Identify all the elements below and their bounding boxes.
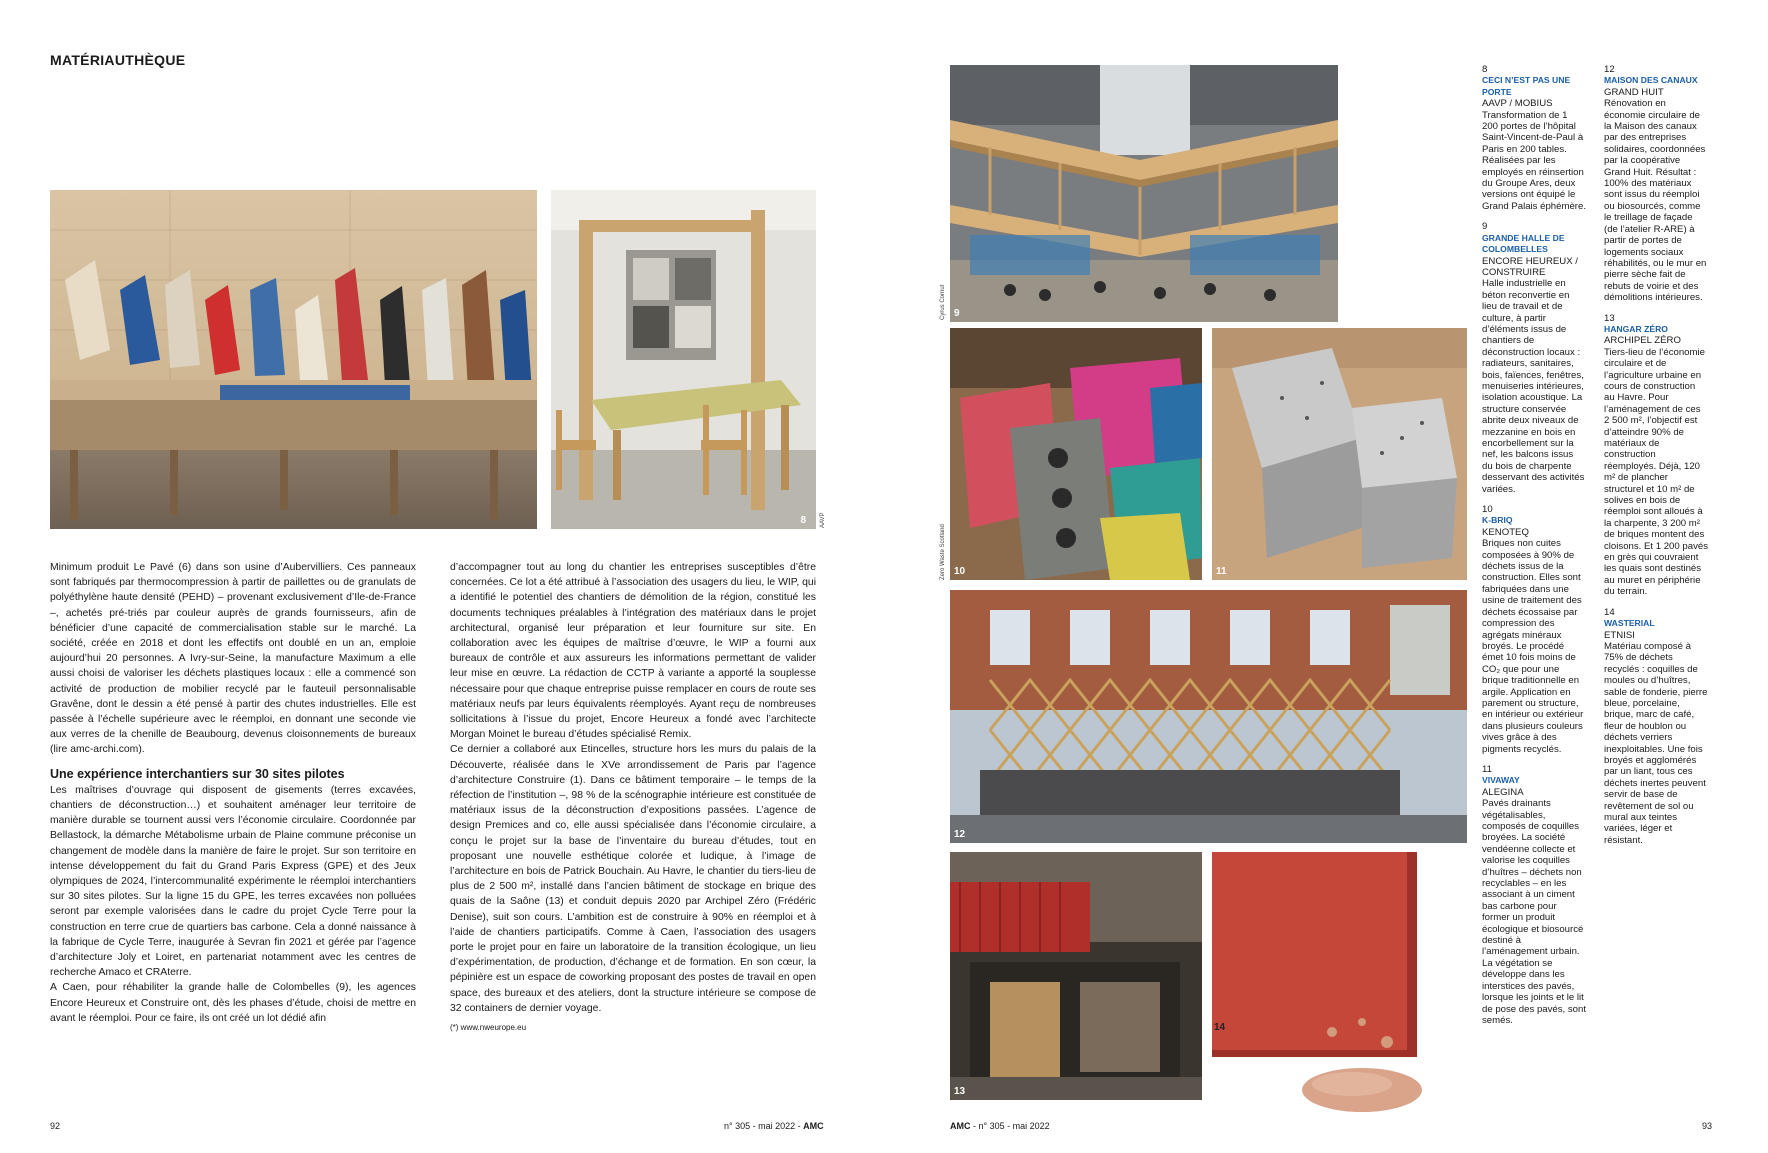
article-paragraph: d’accompagner tout au long du chantier les entreprises susceptibles d’être concernées. Ce lot a été attribué à l’association des usagers du lieu, le WIP, qui a identifié le potentiel des chantiers de démolition de la région, constitué les documents techniques préalables à l’intégration des matériaux dans le projet architectural, organisé leur préparation et leur fourniture sur site. En collaboration avec les équipes de maîtrise d’œuvre, le WIP a fourni aux bureaux de contrôle et aux assureurs les informations permettant de valider leur mise en œuvre. La rédaction de CCTP à variante a apporté la souplesse nécessaire pour que chaque entreprise puisse remplacer en cours de route ses matériaux neufs par leurs équivalents réemployés. Ayant reçu de nombreuses sollicitations à l’issue du projet, Encore Heureux a fondé avec l’architecte Morgan Moinet le bureau d’études spécialisé Remix.	[450, 562, 816, 741]
caption-number: 9	[1482, 221, 1488, 233]
caption-title: MAISON DES CANAUX	[1604, 75, 1698, 86]
photo-number: 13	[954, 1086, 966, 1097]
photo-9-illustration	[950, 65, 1338, 322]
photo-14-wasterial	[1212, 852, 1467, 1122]
caption-text: Briques non cuites composées à 90% de déchets issus de la construction. Elles sont fabriquées dans une usine de traitement des déchets écossaise par compression des agrégats minéraux broyés. Le procédé émet 10 fois moins de CO₂ que pour une brique traditionnelle en argile. Application en parement ou structure, en intérieur ou extérieur dans plusieurs couleurs vives grâce à des pigments recyclés.	[1482, 538, 1584, 755]
photo-9-halle-colombelles	[950, 65, 1338, 322]
photo-12-maison-des-canaux	[950, 590, 1467, 843]
folio-page-number: 93	[1702, 1121, 1713, 1131]
section-header: MATÉRIAUTHÈQUE	[50, 52, 186, 68]
caption-number: 10	[1482, 504, 1493, 516]
caption-title: VIVAWAY	[1482, 775, 1520, 786]
caption-title: GRANDE HALLE DE COLOMBELLES	[1482, 232, 1565, 255]
caption-title: CECI N’EST PAS UNE PORTE	[1482, 75, 1571, 97]
photo-credit: Cyrus Cornut	[940, 284, 946, 320]
photo-number: 12	[954, 829, 966, 840]
folio-issue-text: - n° 305 - mai 2022	[970, 1121, 1050, 1131]
caption-10	[1482, 504, 1586, 755]
caption-author: AAVP / MOBIUS	[1482, 98, 1553, 110]
folio-issue	[950, 1121, 1050, 1131]
photo-8-illustration	[551, 190, 816, 529]
caption-title: HANGAR ZÉRO	[1604, 323, 1668, 334]
caption-author: ARCHIPEL ZÉRO	[1604, 335, 1681, 347]
caption-author: ALEGINA	[1482, 786, 1524, 798]
article-paragraph: A Caen, pour réhabiliter la grande halle de Colombelles (9), les agences Encore Heureux et Construire ont, dès les phases d’étude, choisi de mettre en avant le réemploi. Pour ce faire, ils ont créé un lot dédié afin	[50, 982, 416, 1024]
captions-column-1	[1482, 64, 1586, 1035]
caption-text: Matériau composé à 75% de déchets recyclés : coquilles de moules ou d’huîtres, sable de fonderie, pierre bleue, porcelaine, brique, marc de café, fleur de houblon ou déchets verriers inexploitables. Une fois broyés et agglomérés par un liant, tous ces déchets inertes peuvent servir de base de revêtement de sol ou mural aux teintes variées, léger et résistant.	[1604, 640, 1708, 846]
photo-13-hangar-zero	[950, 852, 1202, 1100]
folio-brand: AMC	[803, 1121, 824, 1131]
footnote: (*) www.nweurope.eu	[450, 1023, 527, 1033]
photo-10-k-briq	[950, 328, 1202, 580]
photo-12-illustration	[950, 590, 1467, 843]
caption-number: 13	[1604, 312, 1615, 324]
caption-author: ENCORE HEUREUX / CONSTRUIRE	[1482, 255, 1578, 278]
folio-page-number: 92	[50, 1121, 61, 1131]
caption-title: K-BRIQ	[1482, 515, 1513, 526]
article-paragraph: Ce dernier a collaboré aux Etincelles, structure hors les murs du palais de la Découverte, réalisée dans le XVe arrondissement de Paris par l’agence d’architecture Construire (1). Dans ce bâtiment temporaire – le temps de la réfection de l’institution –, 98 % de la scénographie intérieure est constituée de matériaux issus de la déconstruction d’expositions passées. L’agence de design Premices and co, elle aussi spécialisée dans l’économie circulaire, a conçu le projet sur la base de l’inventaire du bureau d’études, tout en proposant une nouvelle esthétique colorée et ludique, à l’image de l’architecture en bois de Patrick Bouchain. Au Havre, le chantier du tiers-lieu de plus de 2 500 m², installé dans l’ancien bâtiment de stockage en brique des quais de la Saône (13) et conduit depuis 2020 par Archipel Zéro (Frédéric Denise), suit son cours. L’ambition est de construire à 90% en réemploi et à l’aide de chantiers participatifs. Comme à Caen, l’association des usagers porte le projet pour en faire un laboratoire de la transition écologique, un lieu d’expérimentation, de production, d’échange et de formation. En son cœur, la pépinière est un espace de coworking proposant des postes de travail en open space, des bureaux et des ateliers, dont la structure intérieure se compose de 32 containers de dernier voyage.	[450, 744, 816, 1014]
photo-number: 10	[954, 566, 966, 577]
captions-column-2	[1604, 64, 1708, 855]
article-column-2	[450, 560, 816, 1035]
caption-number: 11	[1482, 763, 1492, 775]
photo-number: 9	[954, 308, 960, 319]
caption-text: Pavés drainants végétalisables, composés de coquilles broyées. La société vendéenne collecte et valorise les coquilles d’huîtres – déchets non recyclables – en les associant à un ciment bas carbone pour former un produit écologique et biosourcé destiné à l’aménagement urbain. La végétation se développe dans les interstices des pavés, lorsque les joints et le lit de pose des pavés, sont semés.	[1482, 798, 1587, 1026]
caption-9	[1482, 221, 1586, 495]
caption-text: Transformation de 1 200 portes de l’hôpital Saint-Vincent-de-Paul à Paris en 200 tables. Réalisées par les employés en réinsertion du Groupe Ares, deux versions ont équipé le Grand Palais éphémère.	[1482, 109, 1586, 212]
right-page	[884, 0, 1768, 1153]
photo-13-illustration	[950, 852, 1202, 1100]
photo-credit: AAVP	[820, 512, 826, 528]
caption-14	[1604, 607, 1708, 847]
photo-11-vivaway	[1212, 328, 1467, 580]
caption-author: KENOTEQ	[1482, 526, 1529, 538]
photo-10-illustration	[950, 328, 1202, 580]
folio-issue	[724, 1121, 824, 1131]
article-paragraph: Les maîtrises d’ouvrage qui disposent de gisements (terres excavées, chantiers de déconstruction…) et souhaitent aménager leur territoire de manière durable se tournent aussi vers l’économie circulaire. Coordonnée par Bellastock, la démarche Métabolisme urbain de Plaine commune préconise un changement de modèle dans la manière de faire le projet. Sur son territoire en intense développement du fait du Grand Paris Express (GPE) et des Jeux olympiques de 2024, l’intercommunalité expérimente le réemploi interchantiers sur 30 sites pilotes. Sur la ligne 15 du GPE, les terres excavées non polluées seront par exemple valorisées dans le cadre du projet Cycle Terre pour la construction en terre crue de quartiers bas carbone. Cela a donné naissance à la fabrique de Cycle Terre, inaugurée à Sevran fin 2021 et gérée par l’agence d’architecture Joly et Loiret, en partenariat notamment avec les centres de recherche Amaco et CRAterre.	[50, 784, 416, 979]
caption-text: Rénovation en économie circulaire de la Maison des canaux par des entreprises solidaires, coordonnées par la coopérative Grand Huit. Résultat : 100% des matériaux sont issus du réemploi ou biosourcés, comme le treillage de façade (de l’atelier R-ARE) à partir de portes de logements sociaux réhabilités, ou le mur en pierre sèche fait de rebuts de voirie et des démolitions intérieures.	[1604, 98, 1707, 304]
caption-number: 12	[1604, 64, 1615, 75]
caption-13	[1604, 313, 1708, 598]
photo-14-illustration	[1212, 852, 1467, 1122]
photo-credit: Zero Waste Scotland	[940, 524, 946, 580]
caption-title: WASTERIAL	[1604, 618, 1655, 629]
caption-number: 8	[1482, 64, 1488, 75]
caption-8	[1482, 64, 1586, 212]
caption-author: ETNISI	[1604, 629, 1635, 641]
article-subheading: Une expérience interchantiers sur 30 sites pilotes	[50, 766, 345, 781]
article-paragraph: Minimum produit Le Pavé (6) dans son usine d’Aubervilliers. Ces panneaux sont fabriqués par thermocompression à partir de paillettes ou de granulats de polyéthylène haute densité (PEHD) – provenant exclusivement d’Ile-de-France –, achetés pré-triés par couleur auprès de grands fournisseurs, afin de bénéficier d’une capacité de commercialisation stable sur le marché. La société, créée en 2018 et dont les effectifs ont doublé en un an, emploie aujourd’hui 20 personnes. A Ivry-sur-Seine, la manufacture Maximum a elle aussi choisi de valoriser les déchets plastiques locaux : elle a commencé son activité de production de mobilier recyclé par le fauteuil personnalisable Gravêne, dont le dessin a été pensé à partir des chutes industrielles. Elle est passée à l’échelle supérieure avec le réemploi, en donnant une seconde vie aux verres de la chenille de Beaubourg, devenus cloisonnements de bureaux (lire amc-archi.com).	[50, 562, 416, 756]
photo-number: 8	[800, 515, 806, 526]
caption-12	[1604, 64, 1708, 304]
caption-text: Tiers-lieu de l’économie circulaire et de l’agriculture urbaine en cours de construction au Havre. Pour l’aménagement de ces 2 500 m², l’objectif est d’atteindre 90% de matériaux de construction réemployés. Déjà, 120 m² de plancher structurel et 10 m² de solives en bois de réemploi sont alloués à la charpente, 3 200 m² de briques montent des cloisons. Et 1 200 pavés en grès qui couvraient les quais sont destinés au muret en périphérie du terrain.	[1604, 346, 1708, 598]
photo-8-table-room	[551, 190, 816, 529]
caption-author: GRAND HUIT	[1604, 86, 1664, 98]
article-column-1	[50, 560, 416, 1026]
caption-text: Halle industrielle en béton reconvertie en lieu de travail et de culture, à partir d’éléments issus de chantiers de déconstruction locaux : radiateurs, sanitaires, bois, faïences, fenêtres, menuiseries intérieures, isolation acoustique. La structure conservée abrite deux niveaux de mezzanine en bois en encorbellement sur la nef, les balcons issus du bois de charpente desservant des activités variées.	[1482, 278, 1585, 495]
caption-number: 14	[1604, 606, 1615, 618]
photo-number: 14	[1214, 1022, 1226, 1033]
photo-11-illustration	[1212, 328, 1467, 580]
photo-number: 11	[1216, 566, 1227, 577]
folio-brand: AMC	[950, 1121, 971, 1131]
photo-tables-illustration	[50, 190, 537, 529]
folio-issue-text: n° 305 - mai 2022 -	[724, 1121, 804, 1131]
caption-11	[1482, 764, 1586, 1026]
photo-tables-warehouse	[50, 190, 537, 529]
